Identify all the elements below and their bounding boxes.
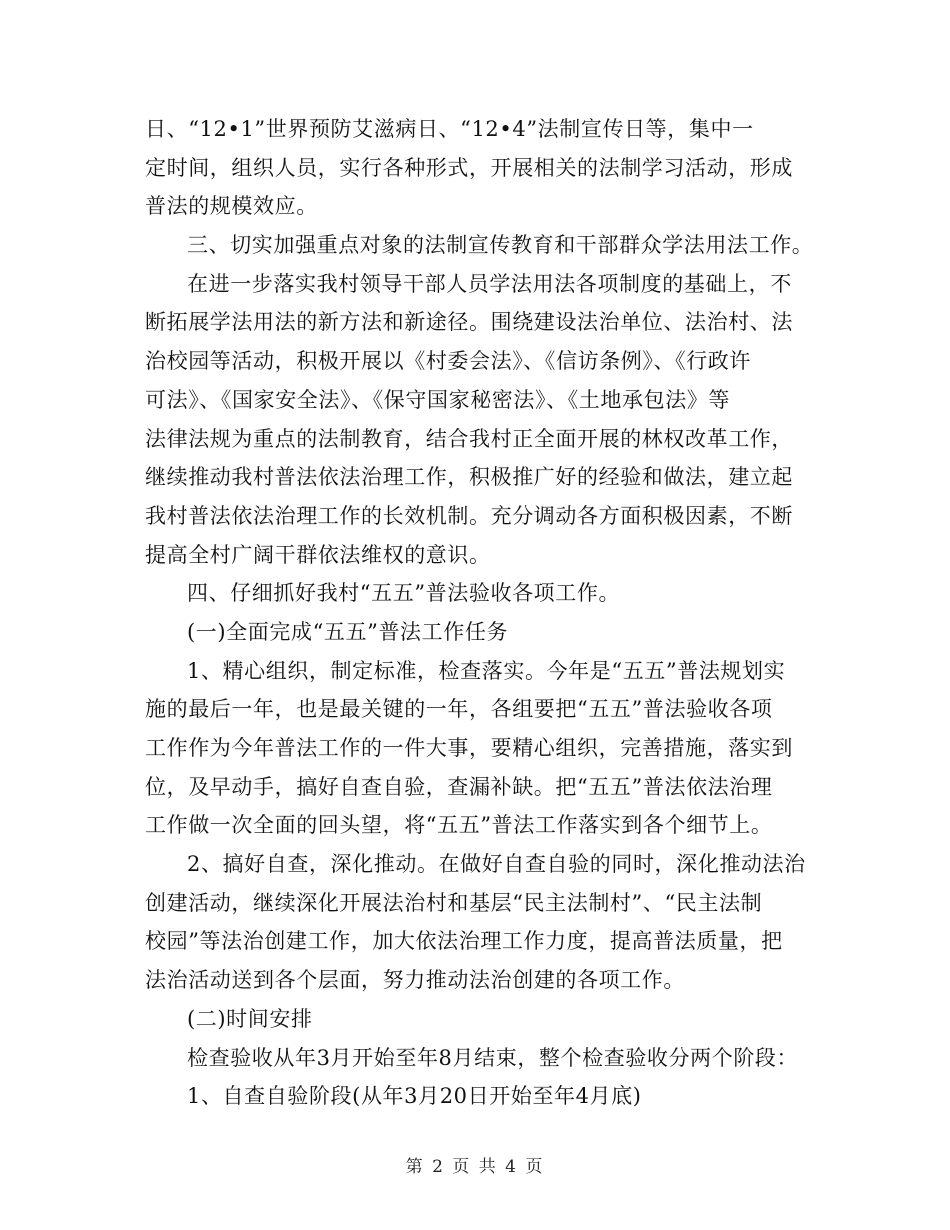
text-line: 工作做一次全面的回头望，将“五五”普法工作落实到各个细节上。: [145, 813, 773, 838]
text-line: 可法》、《国家安全法》、《保守国家秘密法》、《土地承包法》等: [145, 387, 730, 412]
text-line: 施的最后一年，也是最关键的一年，各组要把“五五”普法验收各项: [145, 697, 773, 722]
text-line: 我村普法依法治理工作的长效机制。充分调动各方面积极因素，不断: [145, 503, 793, 528]
text-line: (二)时间安排: [187, 1006, 313, 1031]
text-line: 三、切实加强重点对象的法制宣传教育和干部群众学法用法工作。: [187, 233, 814, 258]
text-line: 位，及早动手，搞好自查自验，查漏补缺。把“五五”普法依法治理: [145, 774, 773, 799]
text-line: 2、搞好自查，深化推动。在做好自查自验的同时，深化推动法治: [187, 852, 806, 877]
text-line: 创建活动，继续深化开展法治村和基层“民主法制村”、“民主法制: [145, 890, 763, 915]
text-line: 在进一步落实我村领导干部人员学法用法各项制度的基础上，不: [187, 271, 792, 296]
text-line: 日、“12•1”世界预防艾滋病日、“12•4”法制宣传日等，集中一: [145, 117, 754, 141]
text-line: 校园”等法治创建工作，加大依法治理工作力度，提高普法质量，把: [145, 929, 783, 954]
text-line: 普法的规模效应。: [145, 194, 318, 219]
text-line: (一)全面完成“五五”普法工作任务: [187, 619, 509, 644]
text-line: 1、精心组织，制定标准，检查落实。今年是“五五”普法规划实: [187, 658, 786, 683]
text-line: 法律法规为重点的法制教育，结合我村正全面开展的林权改革工作，: [145, 426, 793, 451]
body-text: [145, 110, 815, 1116]
text-line: 工作作为今年普法工作的一件大事，要精心组织，完善措施，落实到: [145, 736, 793, 760]
page-footer: 第 2 页 共 4 页: [405, 1157, 545, 1177]
text-line: 治校园等活动，积极开展以《村委会法》、《信访条例》、《行政许: [145, 349, 751, 374]
text-line: 1、自查自验阶段(从年3月20日开始至年4月底): [187, 1084, 642, 1109]
text-line: 法治活动送到各个层面，努力推动法治创建的各项工作。: [145, 968, 685, 993]
text-line: 四、仔细抓好我村“五五”普法验收各项工作。: [187, 581, 621, 606]
text-line: 提高全村广阔干群依法维权的意识。: [145, 542, 491, 567]
text-line: 断拓展学法用法的新方法和新途径。围绕建设法治单位、法治村、法: [145, 310, 793, 335]
text-line: 定时间，组织人员，实行各种形式，开展相关的法制学习活动，形成: [145, 155, 793, 180]
text-line: 继续推动我村普法依法治理工作，积极推广好的经验和做法，建立起: [145, 465, 793, 490]
text-line: 检查验收从年3月开始至年8月结束，整个检查验收分两个阶段：: [187, 1045, 799, 1070]
